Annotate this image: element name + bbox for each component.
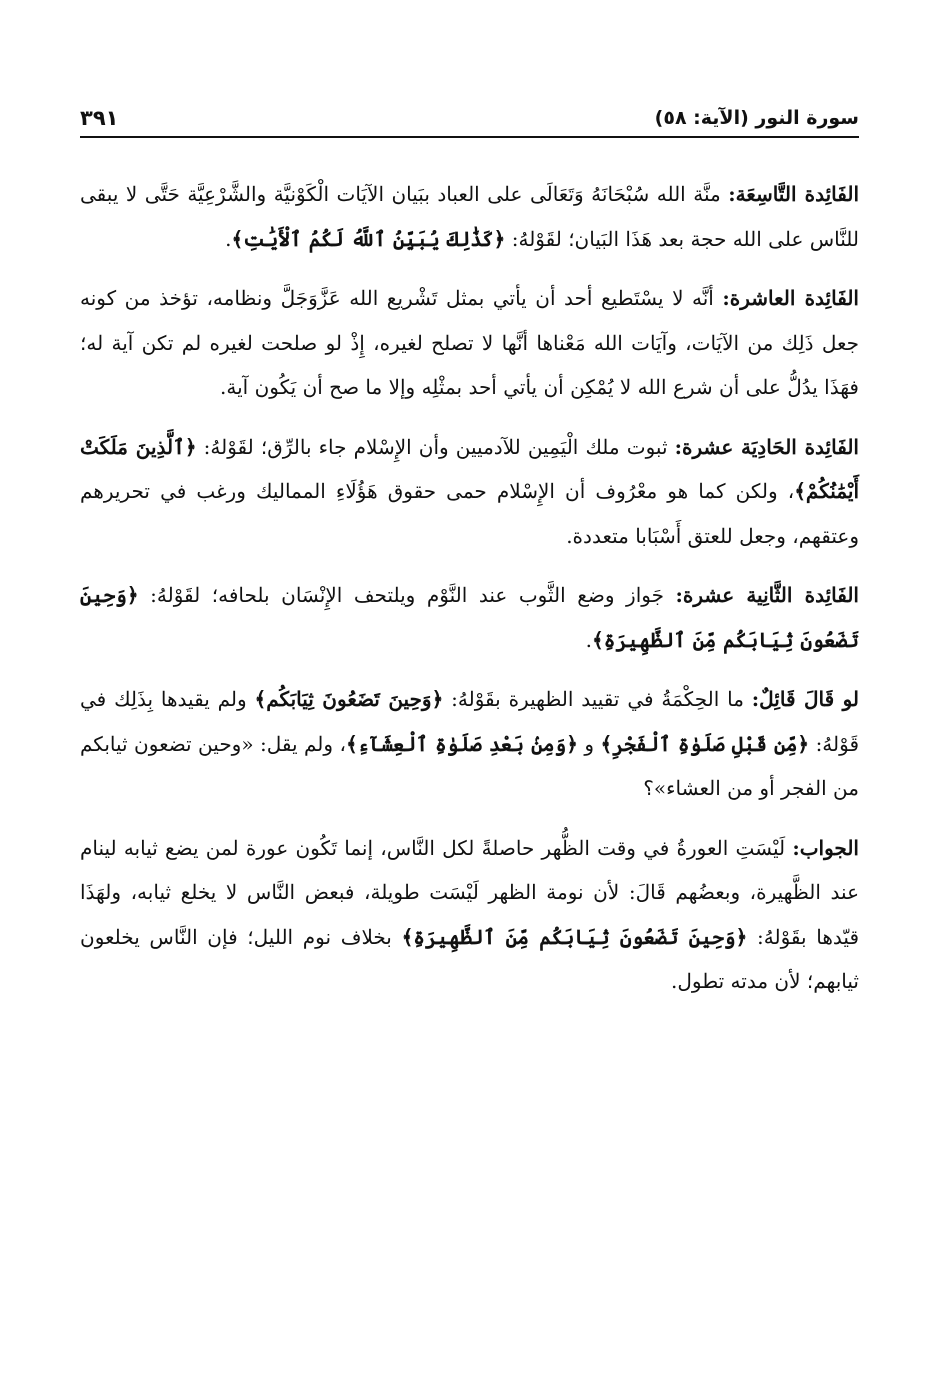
paragraph-lead: الجواب: <box>792 835 859 860</box>
paragraph-text: منَّة الله سُبْحَانَهُ وَتَعَالَى على العباد ببَيان الآيَات الْكَوْنيَّة والشَّرْعِيَّة حَتَّى لا يبقى للنَّاس على الله حجة بعد هَذَا البَيان؛ لقَوْلهُ: <box>80 182 859 251</box>
quran-verse: ﴿كَذَٰلِكَ يُبَيِّنُ ٱللَّهُ لَكُمُ ٱلْأَيَٰتِ﴾ <box>231 226 506 251</box>
paragraph-text: ، ولكن كما هو معْرُوف أن الإِسْلام حمى حقوق هَؤُلَاءِ المماليك ورغب في تحريرهم وعتقهم، وجعل للعتق أَسْبَابا متعددة. <box>80 479 859 548</box>
paragraph-text: أنَّه لا يسْتَطيع أحد أن يأتي بمثل تَشْريع الله عَزَّوَجَلَّ ونظامه، تؤخذ من كونه جعل ذَلِك من الآيَات، وآيَات الله مَعْناها أنَّها لا تصلح لغيره، إِذْ لو صلحت لغيره لم تكن آية له؛ فهَذَا يدُلُّ على أن شرع الله لا يُمْكِن أن يأتي أحد بمثْلِه وإلا ما صح أن يَكُون آية. <box>80 286 859 399</box>
quran-verse: ﴿وَحِينَ تَضَعُونَ ثِيَابَكُم﴾ <box>254 687 444 711</box>
paragraph-benefit-9 <box>80 172 859 261</box>
quran-verse: ﴿مِّن قَبْلِ صَلَوٰةِ ٱلْفَجْرِ﴾ <box>600 731 810 756</box>
paragraph-text: ثبوت ملك الْيَمِين للآدميين وأن الإِسْلام جاء بالرِّق؛ لقَوْلهُ: <box>196 434 675 459</box>
paragraph-answer <box>80 826 859 1004</box>
quran-verse: ﴿وَحِينَ تَضَعُونَ ثِيَابَكُم مِّنَ ٱلظَّهِيرَةِ﴾ <box>401 924 748 949</box>
paragraph-question <box>80 677 859 811</box>
page-body <box>80 172 859 1019</box>
paragraph-benefit-12 <box>80 573 859 662</box>
running-title: سورة النور (الآية: ٥٨) <box>654 107 859 129</box>
paragraph-lead: الفَائِدة الحَادِيَة عشرة: <box>674 434 859 459</box>
paragraph-text: جَواز وضع الثَّوب عند النَّوْم ويلتحف الإِنْسَان بلحافه؛ لقَوْلهُ: <box>138 583 676 607</box>
paragraph-benefit-10 <box>80 276 859 410</box>
header-divider <box>80 136 859 138</box>
paragraph-lead: الفَائِدة العاشرة: <box>722 286 859 310</box>
quran-verse: ﴿وَمِنۢ بَعْدِ صَلَوٰةِ ٱلْعِشَآءِ﴾ <box>345 731 578 756</box>
paragraph-text: بخلاف نوم الليل؛ فإن النَّاس يخلعون ثيابهم؛ لأن مدته تطول. <box>80 924 859 993</box>
paragraph-text: . <box>585 627 593 652</box>
paragraph-text: ما الحِكْمَةُ في تقييد الظهيرة بقَوْلهُ: <box>443 687 752 711</box>
paragraph-text: ، ولم يقل: «وحين تضعون ثيابكم من الفجر أو من العشاء»؟ <box>80 731 859 800</box>
paragraph-lead: لو قَالَ قَائِلٌ: <box>751 687 860 711</box>
paragraph-benefit-11 <box>80 425 859 559</box>
paragraph-text: لَيْسَتِ العورةُ في وقت الظُّهر حاصلةً لكل النَّاس، إنما تَكُون عورة لمن يضع ثيابه لينام عند الظَّهيرة، وبعضُهم قَالَ: لأن نومة الظهر لَيْسَت طويلة، فبعض النَّاس لا يخلع ثيابه، ولهَذَا قيّدها بقَوْلهُ: <box>80 835 860 949</box>
page-header <box>80 92 859 132</box>
page-number: ٣٩١ <box>80 106 119 130</box>
quran-verse: ﴿وَحِينَ تَضَعُونَ ثِيَابَكُم مِّنَ ٱلظَّهِيرَةِ﴾ <box>80 583 859 652</box>
paragraph-text: . <box>225 226 232 251</box>
paragraph-lead: الفَائِدة التَّاسِعَة: <box>728 182 859 206</box>
paragraph-text: ولم يقيدها بِذَلِك في قَوْلهُ: <box>80 687 860 756</box>
paragraph-text: و <box>578 731 601 756</box>
quran-verse: ﴿ٱلَّذِينَ مَلَكَتْ أَيْمَٰنُكُمْ﴾ <box>80 434 859 503</box>
paragraph-lead: الفَائِدة الثَّانِية عشرة: <box>675 583 859 607</box>
